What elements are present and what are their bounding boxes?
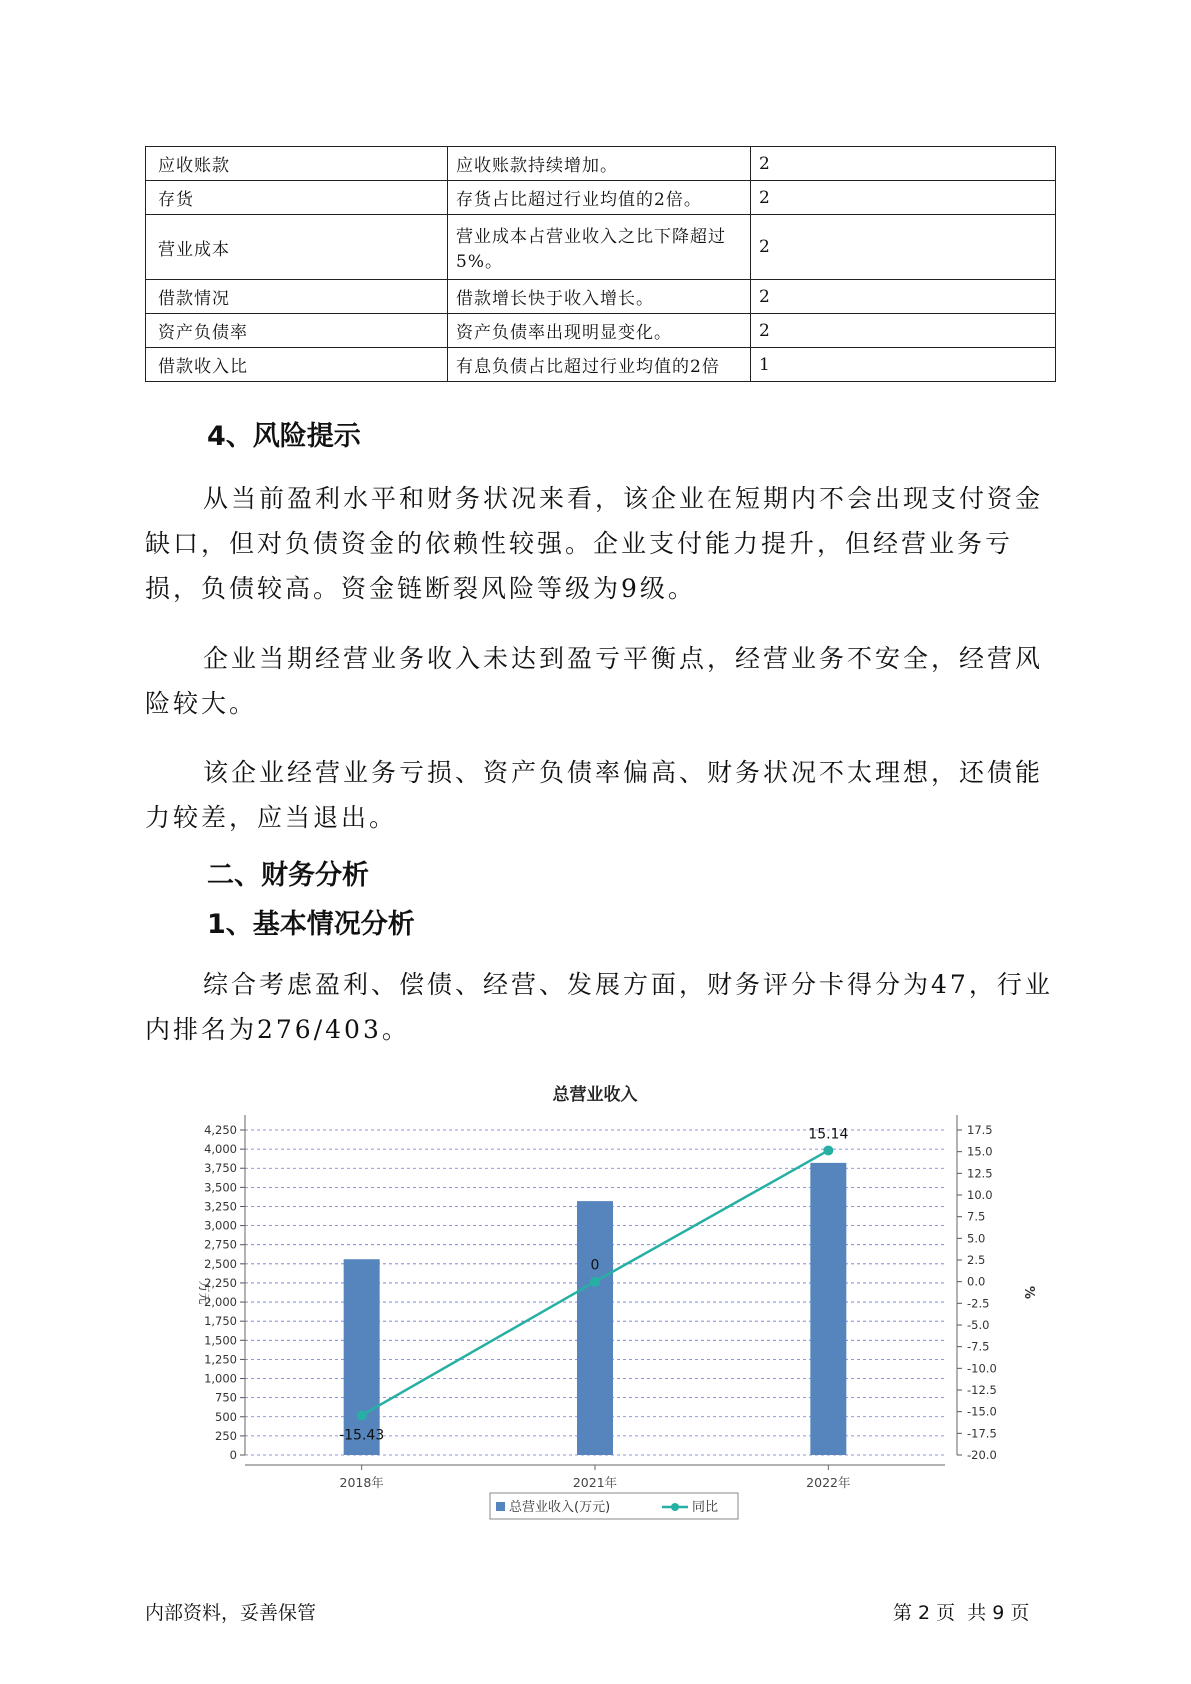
table-cell-description: 营业成本占营业收入之比下降超过5%。: [448, 215, 751, 280]
yoy-data-label: -15.43: [339, 1427, 385, 1444]
y-axis-title: 万元: [197, 1280, 211, 1305]
x-tick-label: 2018年: [339, 1475, 384, 1490]
table-cell-item: 资产负债率: [146, 314, 448, 348]
y-tick-label: 4,000: [204, 1142, 237, 1157]
y2-tick-label: -12.5: [967, 1383, 997, 1397]
risk-paragraph-3: 该企业经营业务亏损、资产负债率偏高、财务状况不太理想，还债能力较差，应当退出。: [145, 758, 1044, 832]
y-tick-label: 3,750: [204, 1161, 237, 1176]
table-cell-description: 应收账款持续增加。: [448, 147, 751, 181]
table-row: [146, 280, 1056, 314]
table-row: [146, 348, 1056, 382]
table-row: [146, 215, 1056, 280]
table-cell-score: 2: [751, 314, 1056, 348]
yoy-data-label: 15.14: [808, 1126, 849, 1143]
table-cell-score: 2: [751, 280, 1056, 314]
chart-title: 总营业收入: [552, 1085, 638, 1105]
risk-paragraph-1: 从当前盈利水平和财务状况来看，该企业在短期内不会出现支付资金缺口，但对负债资金的依赖性较强。企业支付能力提升，但经营业务亏损，负债较高。资金链断裂风险等级为9级。: [145, 484, 1044, 603]
yoy-data-label: 0: [590, 1257, 600, 1274]
legend-line-label: 同比: [692, 1500, 719, 1515]
y-tick-label: 3,000: [204, 1218, 237, 1233]
y2-tick-label: -17.5: [967, 1426, 997, 1441]
table-cell-item: 营业成本: [146, 215, 448, 280]
revenue-bar: [810, 1163, 846, 1455]
y-tick-label: 3,500: [204, 1180, 237, 1195]
yoy-point: [590, 1277, 600, 1287]
y-tick-label: 1,250: [204, 1352, 237, 1367]
y2-tick-label: -7.5: [967, 1339, 990, 1354]
y-tick-label: 3,250: [204, 1199, 237, 1214]
y2-tick-label: -20.0: [967, 1448, 997, 1462]
y-tick-label: 0: [229, 1448, 237, 1462]
y-tick-label: 250: [215, 1428, 237, 1443]
table-cell-score: 1: [751, 348, 1056, 382]
revenue-chart: [175, 1075, 1045, 1545]
y-tick-label: 4,250: [204, 1123, 237, 1137]
y2-tick-label: 2.5: [967, 1253, 986, 1267]
y-tick-label: 2,750: [204, 1237, 237, 1252]
y2-tick-label: 0.0: [967, 1274, 986, 1289]
subsection-heading: 1、基本情况分析: [207, 909, 415, 940]
y-tick-label: 2,500: [204, 1256, 237, 1271]
y2-tick-label: 15.0: [967, 1144, 993, 1159]
table-cell-score: 2: [751, 181, 1056, 215]
legend-bar-label: 总营业收入(万元): [509, 1500, 611, 1515]
y2-tick-label: 10.0: [967, 1188, 993, 1202]
y2-axis-title: %: [1021, 1285, 1036, 1300]
risk-paragraph-2: 企业当期经营业务收入未达到盈亏平衡点，经营业务不安全，经营风险较大。: [145, 644, 1044, 718]
revenue-bar: [344, 1259, 380, 1455]
table-row: [146, 181, 1056, 215]
risk-heading: 4、风险提示: [207, 421, 361, 452]
y2-tick-label: 12.5: [967, 1166, 993, 1181]
indicator-table: [145, 146, 1056, 382]
table-cell-description: 有息负债占比超过行业均值的2倍: [448, 348, 751, 382]
analysis-paragraph: 综合考虑盈利、偿债、经营、发展方面，财务评分卡得分为47，行业内排名为276/403。: [145, 970, 1053, 1044]
x-tick-label: 2022年: [806, 1475, 851, 1490]
revenue-bar: [577, 1201, 613, 1455]
y2-tick-label: -15.0: [967, 1404, 997, 1419]
y-tick-label: 1,750: [204, 1314, 237, 1329]
page-number: 第 2 页 共 9 页: [893, 1602, 1030, 1624]
y2-tick-label: 5.0: [967, 1231, 986, 1246]
table-cell-description: 存货占比超过行业均值的2倍。: [448, 181, 751, 215]
y2-tick-label: -2.5: [967, 1296, 990, 1311]
yoy-point: [357, 1410, 367, 1420]
x-tick-label: 2021年: [572, 1475, 618, 1490]
y-tick-label: 1,500: [204, 1333, 237, 1348]
y2-tick-label: -10.0: [967, 1361, 997, 1376]
legend-bar-swatch: [496, 1502, 505, 1511]
y2-tick-label: -5.0: [967, 1318, 990, 1332]
section-heading: 二、财务分析: [207, 860, 369, 891]
table-cell-score: 2: [751, 215, 1056, 280]
table-cell-item: 存货: [146, 181, 448, 215]
table-cell-item: 应收账款: [146, 147, 448, 181]
yoy-point: [823, 1145, 833, 1155]
table-cell-description: 资产负债率出现明显变化。: [448, 314, 751, 348]
y2-tick-label: 17.5: [967, 1123, 993, 1137]
footer-note: 内部资料，妥善保管: [145, 1602, 317, 1624]
y-tick-label: 2,250: [204, 1275, 237, 1290]
y2-tick-label: 7.5: [967, 1209, 986, 1224]
y-tick-label: 1,000: [204, 1371, 237, 1386]
table-cell-item: 借款情况: [146, 280, 448, 314]
table-cell-description: 借款增长快于收入增长。: [448, 280, 751, 314]
table-cell-score: 2: [751, 147, 1056, 181]
y-tick-label: 2,000: [204, 1295, 237, 1310]
table-cell-item: 借款收入比: [146, 348, 448, 382]
y-tick-label: 500: [215, 1409, 237, 1424]
y-tick-label: 750: [215, 1390, 237, 1405]
table-row: [146, 147, 1056, 181]
legend-line-marker: [671, 1503, 679, 1511]
table-row: [146, 314, 1056, 348]
